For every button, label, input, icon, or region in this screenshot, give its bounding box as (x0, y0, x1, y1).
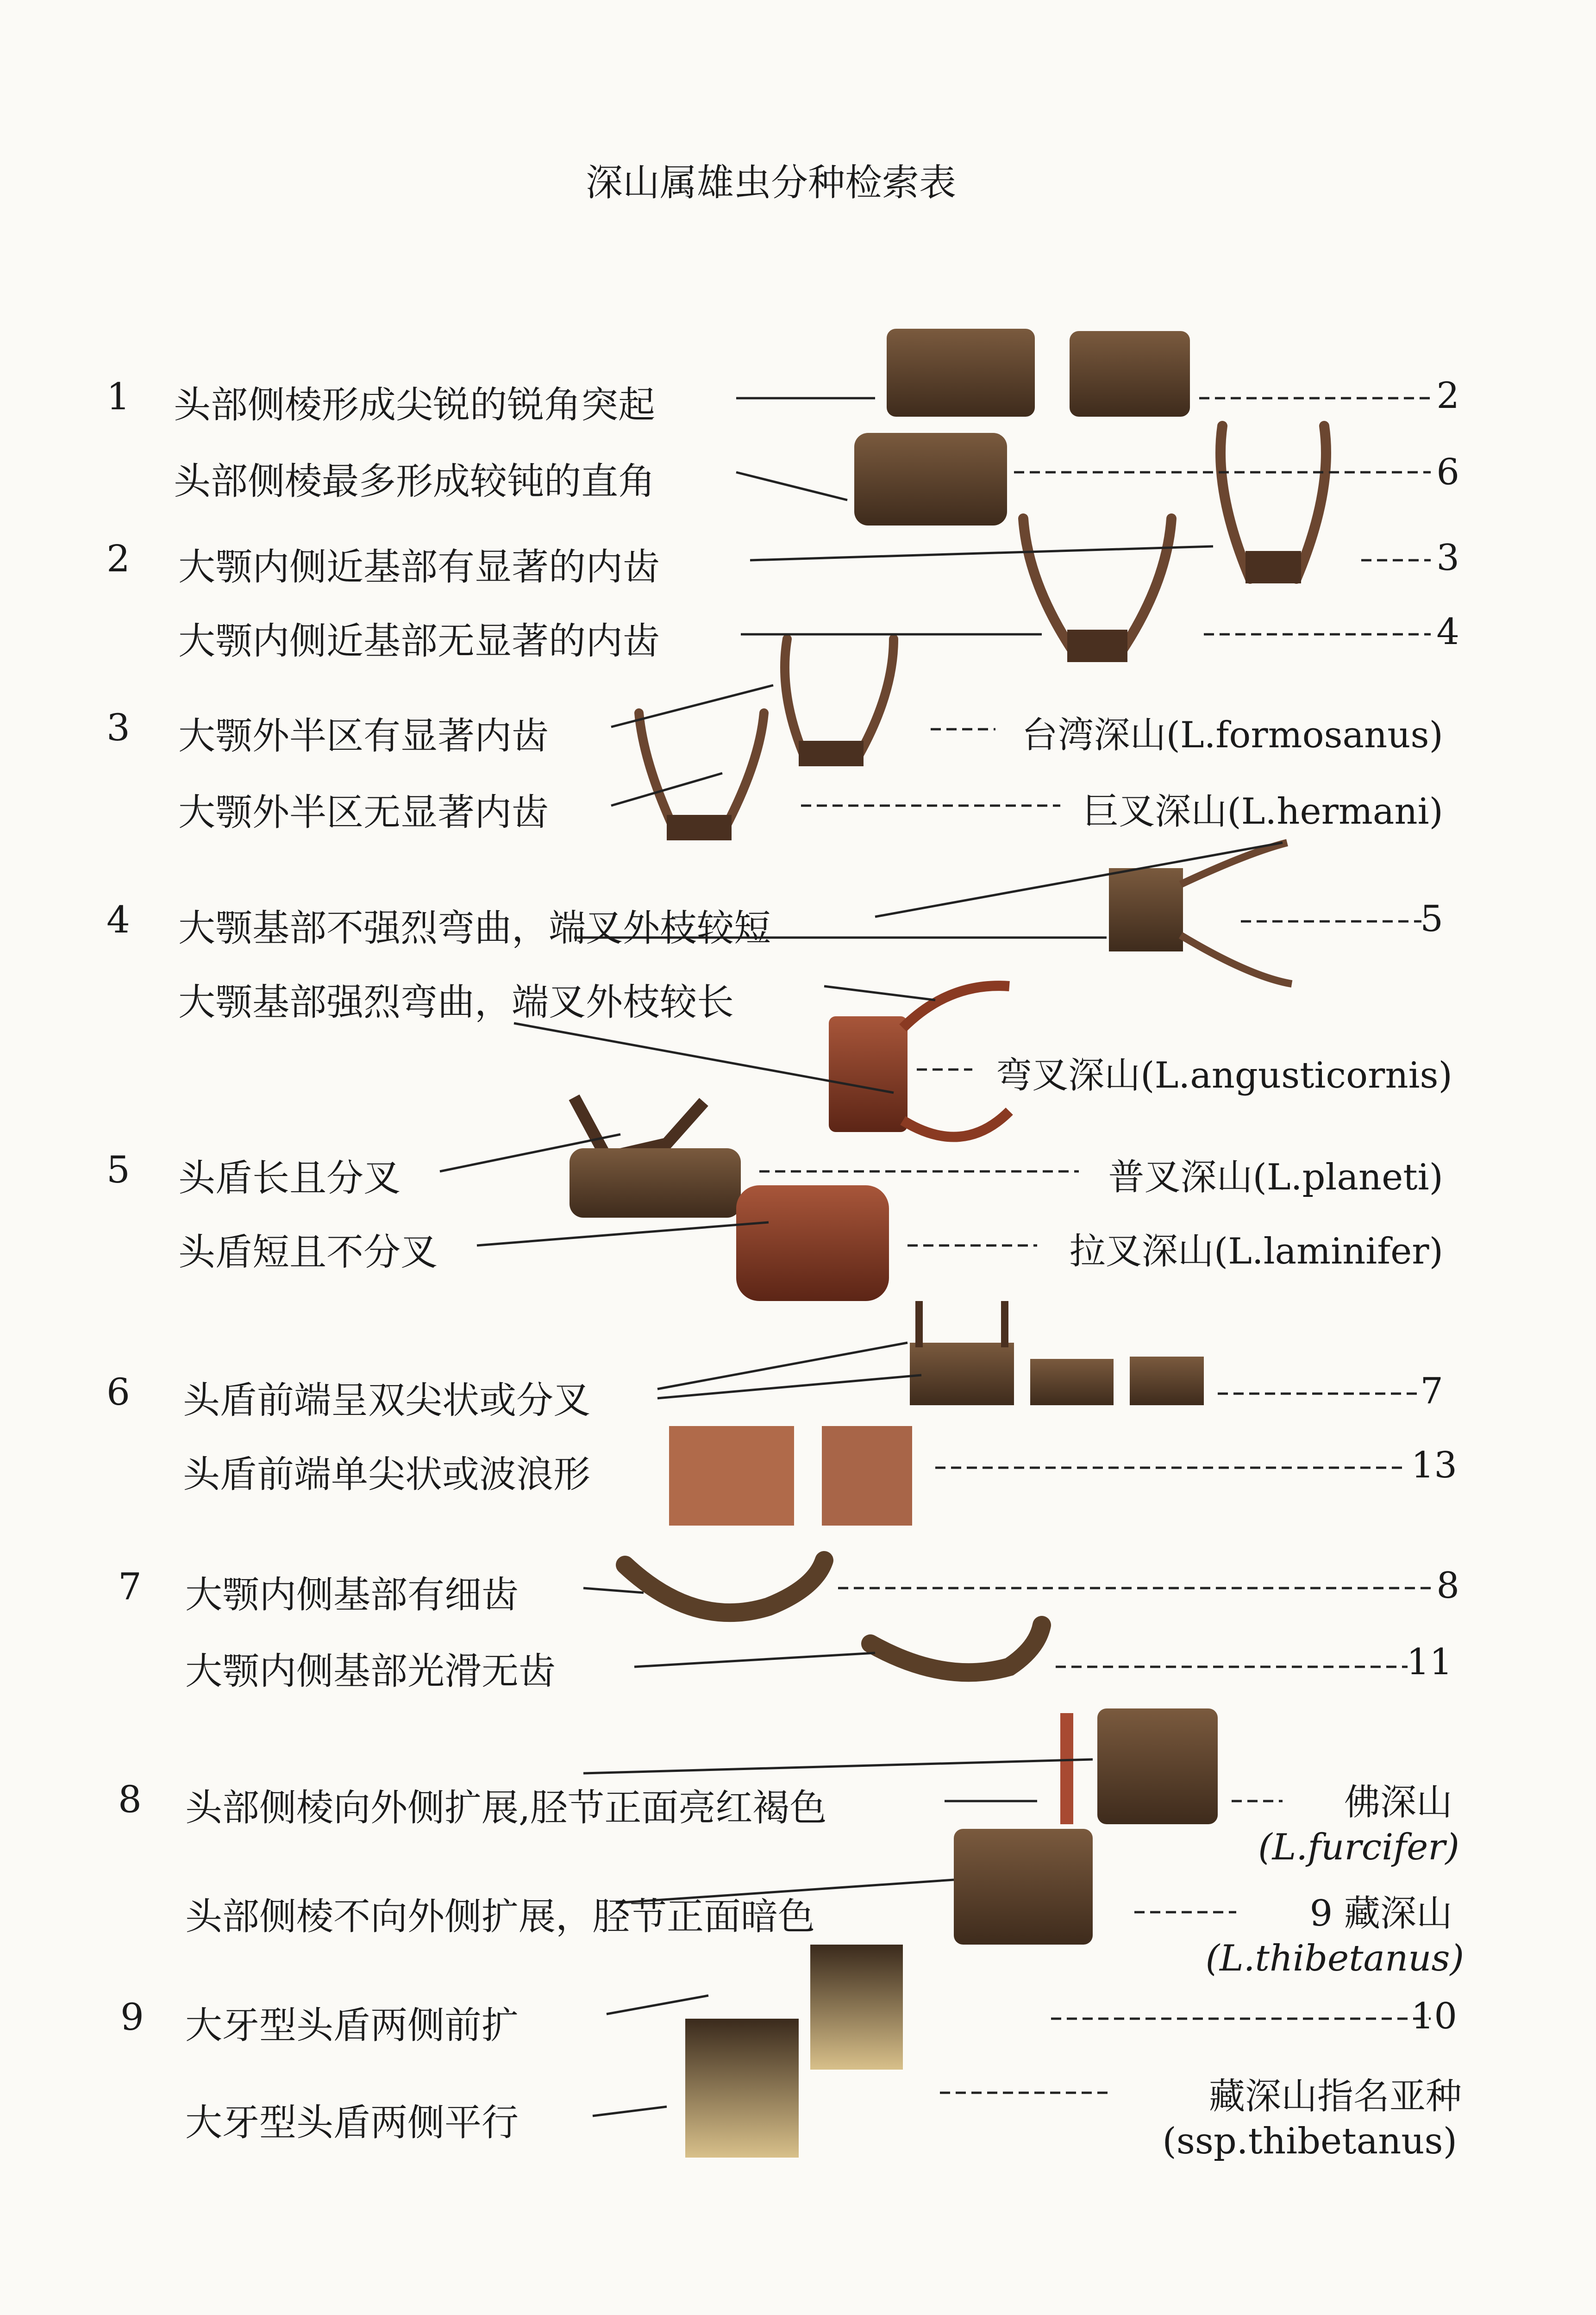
couplet-target: 8 (1436, 1565, 1459, 1607)
mandible-photo-2b (1023, 519, 1171, 662)
couplet-target: 6 (1436, 451, 1459, 493)
head-photo-8b (954, 1829, 1093, 1945)
species-result: 弯叉深山(L.angusticornis) (996, 1055, 1452, 1096)
couplet-lead-a: 头部侧棱形成尖锐的锐角突起 (174, 383, 655, 426)
couplet-number: 1 (106, 375, 130, 418)
couplet-number: 6 (106, 1370, 130, 1414)
head-photo-1b (854, 433, 1007, 526)
mandible-photo-4b (829, 986, 1009, 1137)
couplet-lead-b: 大颚外半区无显著内齿 (178, 791, 549, 834)
couplet-number: 4 (106, 898, 130, 941)
couplet-target: 10 (1411, 1996, 1457, 2037)
couplet-lead-a: 大牙型头盾两侧前扩 (185, 2004, 519, 2047)
species-latin: (ssp.thibetanus) (1162, 2121, 1457, 2162)
couplet-lead-b: 头部侧棱最多形成较钝的直角 (174, 460, 655, 503)
mandible-photo-4a (1109, 843, 1292, 984)
clypeus-photo-6b (669, 1426, 912, 1526)
mandible-photo-2a (1220, 426, 1326, 583)
page-title: 深山属雄虫分种检索表 (586, 161, 956, 204)
clypeus-photo-6a (910, 1301, 1204, 1405)
couplet-number: 8 (118, 1778, 142, 1821)
clypeus-photo-5b (736, 1185, 889, 1301)
clypeus-photo-5a (570, 1097, 741, 1218)
couplet-target: 13 (1411, 1445, 1457, 1486)
couplet-lead-b: 大颚内侧近基部无显著的内齿 (178, 619, 660, 663)
clypeus-photo-9a (810, 1945, 903, 2070)
mandible-photo-3a (785, 639, 894, 766)
couplet-lead-a: 大颚内侧基部有细齿 (185, 1573, 519, 1616)
couplet-lead-a: 头部侧棱向外侧扩展,胫节正面亮红褐色 (185, 1786, 827, 1829)
couplet-lead-b: 头部侧棱不向外侧扩展，胫节正面暗色 (185, 1895, 815, 1938)
couplet-number: 3 (106, 706, 130, 749)
couplet-lead-a: 大颚外半区有显著内齿 (178, 714, 549, 757)
species-result: 佛深山 (1344, 1782, 1452, 1823)
couplet-lead-b: 大牙型头盾两侧平行 (185, 2101, 519, 2144)
couplet-lead-b: 头盾短且不分叉 (178, 1231, 438, 1274)
species-latin: (L.furcifer) (1258, 1827, 1459, 1868)
couplet-target: 3 (1436, 537, 1459, 579)
couplet-target: 5 (1420, 898, 1443, 940)
couplet-number: 7 (118, 1565, 142, 1608)
species-result: 巨叉深山(L.hermani) (1083, 791, 1443, 832)
clypeus-photo-9b (685, 2019, 799, 2158)
species-result: 藏深山指名亚种 (1208, 2076, 1462, 2117)
couplet-target: 2 (1436, 375, 1459, 417)
couplet-lead-a: 头盾前端呈双尖状或分叉 (183, 1379, 590, 1422)
mandible-photo-7a (625, 1560, 824, 1613)
couplet-lead-a: 大颚基部不强烈弯曲，端叉外枝较短 (178, 907, 771, 950)
couplet-lead-b: 大颚基部强烈弯曲，端叉外枝较长 (178, 981, 734, 1024)
couplet-number: 2 (106, 537, 130, 580)
species-result: 普叉深山(L.planeti) (1108, 1157, 1443, 1198)
mandible-photo-3b (639, 713, 764, 840)
couplet-target: 4 (1436, 611, 1459, 653)
head-photo-8a (1060, 1708, 1218, 1824)
species-result: 拉叉深山(L.laminifer) (1069, 1231, 1443, 1272)
mandible-photo-7b (870, 1625, 1042, 1672)
species-result: 台湾深山(L.formosanus) (1021, 714, 1443, 756)
couplet-lead-b: 大颚内侧基部光滑无齿 (185, 1650, 556, 1693)
couplet-target: 7 (1420, 1370, 1443, 1412)
couplet-lead-a: 头盾长且分叉 (178, 1157, 401, 1200)
species-result: 9 藏深山 (1309, 1893, 1452, 1934)
couplet-number: 5 (106, 1148, 130, 1191)
couplet-target: 11 (1406, 1641, 1452, 1683)
couplet-number: 9 (120, 1996, 144, 2039)
head-photo-1a (887, 329, 1190, 417)
couplet-lead-b: 头盾前端单尖状或波浪形 (183, 1453, 590, 1496)
couplet-lead-a: 大颚内侧近基部有显著的内齿 (178, 545, 660, 588)
species-latin: (L.thibetanus) (1205, 1938, 1464, 1979)
